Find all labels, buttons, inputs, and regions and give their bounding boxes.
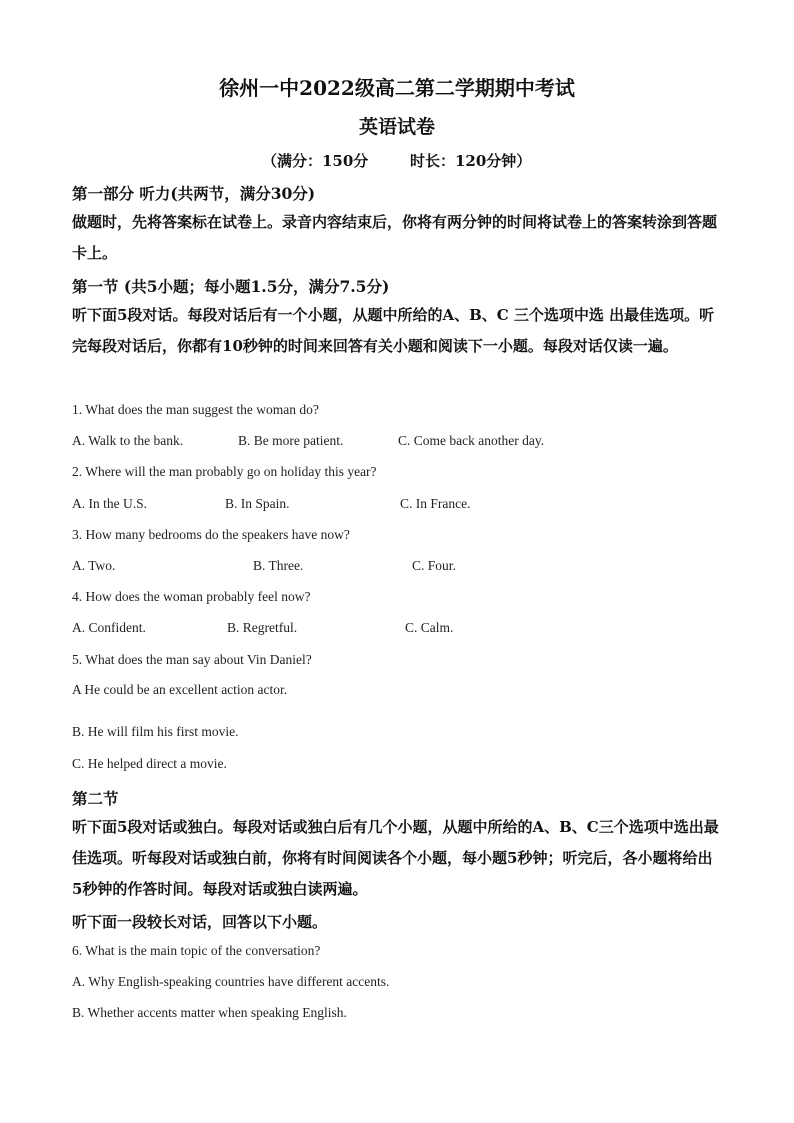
q6-option-a: A. Why English-speaking countries have different accents. [72,974,390,989]
section2-heading: 第二节 [72,789,119,808]
q2-option-c: C. In France. [400,496,471,511]
q2-option-b: B. In Spain. [225,496,290,511]
question-1: 1. What does the man suggest the woman do? [72,402,319,417]
q3-option-c: C. Four. [412,558,456,573]
q3-option-a: A. Two. [72,558,116,573]
q5-option-a: A He could be an excellent action actor. [72,682,288,697]
section2-sub-instruction: 听下面一段较长对话，回答以下小题。 [72,913,328,931]
q6-option-b: B. Whether accents matter when speaking English. [72,1005,347,1020]
question-3: 3. How many bedrooms do the speakers have now? [72,527,350,542]
q5-option-b: B. He will film his first movie. [72,724,239,739]
exam-subject: 英语试卷 [358,116,435,138]
q4-option-a: A. Confident. [72,620,146,635]
question-2: 2. Where will the man probably go on holiday this year? [72,464,377,479]
score-info: （满分：150分 [262,152,369,170]
time-info: 时长：120分钟） [410,152,532,170]
q1-option-a: A. Walk to the bank. [72,433,184,448]
q1-option-b: B. Be more patient. [238,433,344,448]
section2-instruction: 听下面5段对话或独白。每段对话或独白后有几个小题，从题中所给的A、B、C三个选项中选出最佳选项。听每段对话或独白前，你将有时间阅读各个小题，每小题5秒钟；听完后，各小题将给出5秒钟的作答时间。每段对话或独白读两遍。 [72,818,719,898]
section1-instruction: 听下面5段对话。每段对话后有一个小题，从题中所给的A、B、C 三个选项中选 出最佳选项。听完每段对话后，你都有10秒钟的时间来回答有关小题和阅读下一小题。每段对话仅读一遍。 [72,306,715,355]
question-5: 5. What does the man say about Vin Daniel? [72,652,312,667]
question-6: 6. What is the main topic of the conversation? [72,943,321,958]
part1-instruction: 做题时，先将答案标在试卷上。录音内容结束后，你将有两分钟的时间将试卷上的答案转涂到答题卡上。 [72,213,718,262]
part1-heading: 第一部分 听力(共两节，满分30分) [72,184,316,203]
q5-option-c: C. He helped direct a movie. [72,756,227,771]
question-4: 4. How does the woman probably feel now? [72,589,311,604]
exam-title: 徐州一中2022级高二第二学期期中考试 [219,76,575,100]
q4-option-b: B. Regretful. [227,620,298,635]
q2-option-a: A. In the U.S. [72,496,147,511]
q1-option-c: C. Come back another day. [398,433,545,448]
q4-option-c: C. Calm. [405,620,454,635]
section1-heading: 第一节 (共5小题；每小题1.5分，满分7.5分) [72,277,390,296]
q3-option-b: B. Three. [253,558,304,573]
